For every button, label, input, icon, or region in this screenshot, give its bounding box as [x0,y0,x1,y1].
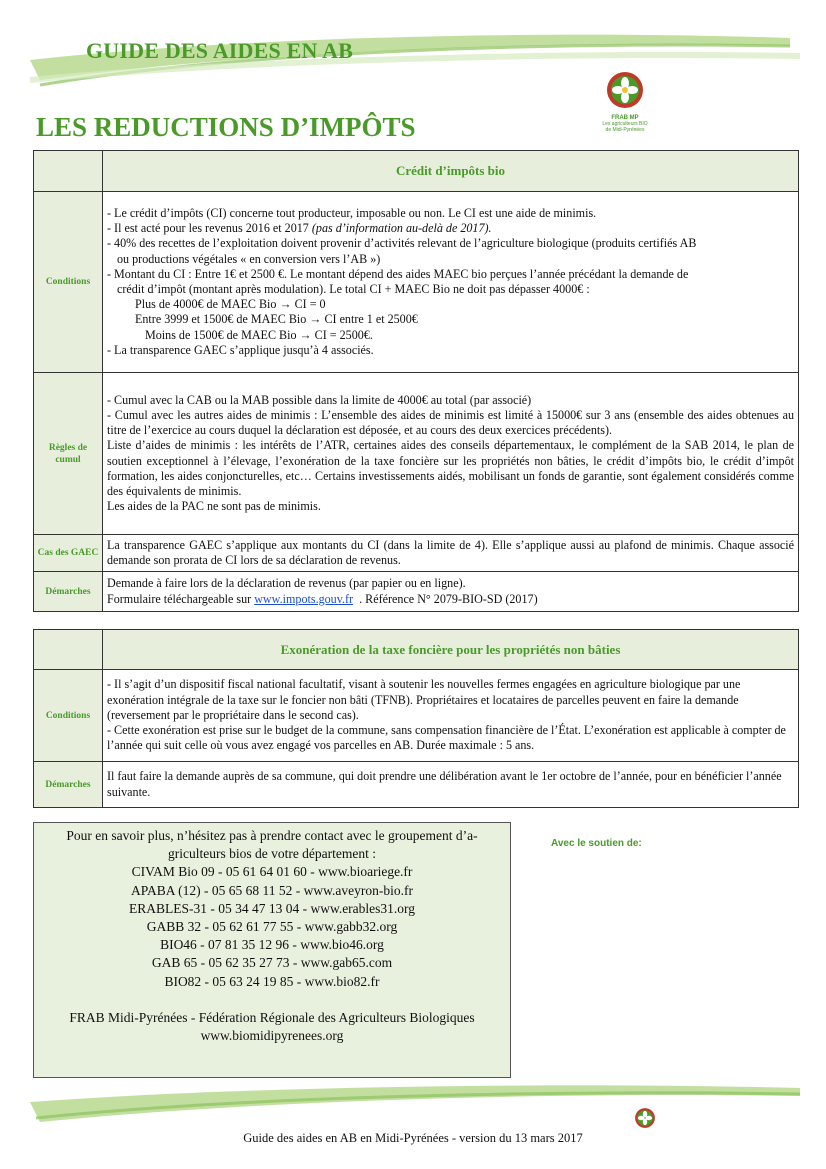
frab-logo [600,70,650,133]
guide-title: GUIDE DES AIDES EN AB [86,38,354,63]
logo-text: FRAB MP [611,115,639,121]
support-label: Avec le soutien de: [551,838,642,849]
text-line: - Le crédit d’impôts (CI) concerne tout producteur, imposable ou non. Le CI est une aide de minimis. [107,205,597,220]
row-label-demarches: Démarches [34,762,103,808]
row-label-conditions: Conditions [34,192,103,373]
logo-subtitle: Les agriculteurs BIO de Midi-Pyrénées [602,121,648,133]
tax-conditions-cell [103,670,799,762]
tax-demarches-cell: Il faut faire la demande auprès de sa commune, qui doit prendre une délibération avant le 1er octobre de l’année, pour en bénéficier l’année suivante. [103,762,799,808]
flower-icon [634,1107,656,1129]
cumul-cell [103,373,799,535]
contact-line: BIO46 - 07 81 35 12 96 - www.bio46.org [160,937,384,953]
text-line: - Il est acté pour les revenus 2016 et 2017 (pas d’information au-delà de 2017). [107,221,492,236]
contact-intro: Pour en savoir plus, n’hésitez pas à prendre contact avec le groupement d’a-griculteurs bios de votre département : [66,828,478,862]
text-line: Moins de 1500€ de MAEC Bio → CI = 2500€. [145,327,373,342]
table-corner [34,151,103,192]
text-line: - 40% des recettes de l’exploitation doivent provenir d’activités relevant de l’agriculture biologique (produits certifiés AB [107,236,697,251]
contact-line: ERABLES-31 - 05 34 47 13 04 - www.erables31.org [128,900,416,916]
contact-line: CIVAM Bio 09 - 05 61 64 01 60 - www.bioariege.fr [131,864,413,880]
credit-table [33,150,799,612]
conditions-cell [103,192,799,373]
row-label-cumul: Règles de cumul [34,373,103,535]
text-line: Liste d’aides de minimis : les intérêts de l’ATR, certaines aides des conseils départementaux, le complément de la SAB 2014, le plan de soutien exceptionnel à l’élevage, l’exonération de la taxe foncière sur les propriétés non bâties, le crédit d’impôts bio, le crédit d’impôt formation, les aides conjoncturelles, etc… Certains investissements aidés, mobilisant un fonds de garantie, sont également considérés comme des équivalents de minimis. [107,438,794,498]
credit-table-title: Crédit d’impôts bio [103,151,799,192]
gaec-cell: La transparence GAEC s’applique aux montants du CI (dans la limite de 4). Elle s’applique aussi au plafond de minimis. Chaque associé demande son prorata de CI lors de sa déclaration de revenus. [103,535,799,572]
text-line: Entre 3999 et 1500€ de MAEC Bio → CI entre 1 et 2500€ [135,312,418,327]
footer-text: Guide des aides en AB en Midi-Pyrénées - version du 13 mars 2017 [243,1131,583,1145]
text-line: crédit d’impôt (montant après modulation). Le total CI + MAEC Bio ne doit pas dépasser 4000€ : [117,282,590,296]
impots-link[interactable]: www.impots.gouv.fr [254,591,354,606]
footer-swoosh [0,1078,826,1128]
italic-note: (pas d’information au-delà de 2017). [311,221,492,236]
text-line: - La transparence GAEC s’applique jusqu’à 4 associés. [107,342,374,357]
contact-line: GABB 32 - 05 62 61 77 55 - www.gabb32.org [146,919,398,935]
contact-line: APABA (12) - 05 65 68 11 52 - www.aveyron-bio.fr [131,882,413,898]
demarches-cell [103,572,799,612]
tax-table [33,629,799,808]
text-line: - Il s’agit d’un dispositif fiscal national facultatif, visant à soutenir les nouvelles fermes engagées en agriculture biologique par une exonération intégrale de la taxe sur le foncier non bâti (TFNB). Propriétaires et locataires de parcelles peuvent en faire la demande (reversement par le propriétaire dans le second cas). [107,677,741,722]
text-line: Formulaire téléchargeable sur www.impots.gouv.fr . Référence N° 2079-BIO-SD (2017) [107,591,538,606]
text-line: - Cumul avec les autres aides de minimis : L’ensemble des aides de minimis est limité à 15000€ sur 3 ans (ensemble des aides obtenues au titre de l’exercice au cours duquel la déclaration est déposée, et au cours des deux exercices précédents). [107,407,794,438]
text-line: Demande à faire lors de la déclaration de revenus (par papier ou en ligne). [107,576,466,591]
contact-line: BIO82 - 05 63 24 19 85 - www.bio82.fr [164,973,380,989]
contact-org: FRAB Midi-Pyrénées - Fédération Régionale des Agriculteurs Biologiques [69,1009,475,1025]
tax-table-title: Exonération de la taxe foncière pour les propriétés non bâties [103,630,799,670]
text-line: - Montant du CI : Entre 1€ et 2500 €. Le montant dépend des aides MAEC bio perçues l’année précédant la demande de [107,266,689,281]
row-label-gaec: Cas des GAEC [34,535,103,572]
text-line: ou productions végétales « en conversion vers l’AB ») [117,251,381,266]
contact-line: GAB 65 - 05 62 35 27 73 - www.gab65.com [151,955,393,971]
text-line: - Cette exonération est prise sur le budget de la commune, sans compensation financière de l’État. L’exonération est applicable à compter de l’année qui suit celle où vous avez engagé vos parcelles en AB. Durée maximale : 5 ans. [107,723,786,753]
table-corner [34,630,103,670]
row-label-conditions: Conditions [34,670,103,762]
section-title: LES REDUCTIONS D’IMPÔTS [36,112,416,142]
text-line: - Cumul avec la CAB ou la MAB possible dans la limite de 4000€ au total (par associé) [107,392,532,407]
row-label-demarches: Démarches [34,572,103,612]
text-line: Plus de 4000€ de MAEC Bio → CI = 0 [135,297,326,312]
contact-box [33,822,511,1078]
flower-icon [605,70,645,110]
footer-logo [633,1107,657,1134]
contact-site: www.biomidipyrenees.org [200,1028,344,1044]
text-line: Les aides de la PAC ne sont pas de minimis. [107,499,321,514]
